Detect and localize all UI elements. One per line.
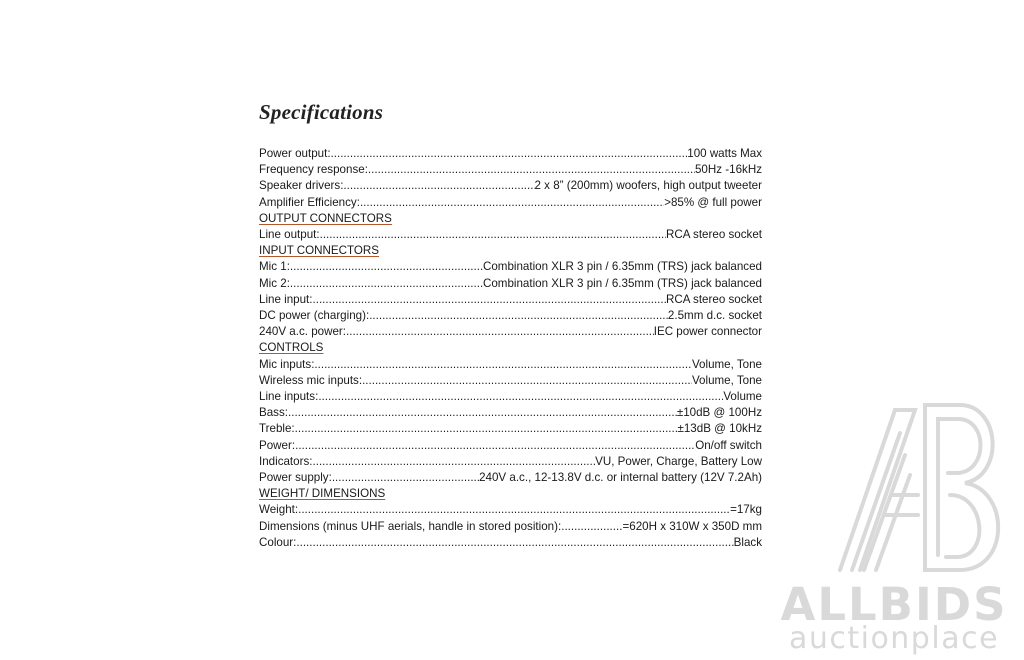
spec-label: Power: — [259, 438, 296, 452]
spec-value: =17kg — [730, 503, 762, 517]
spec-value: RCA stereo socket — [665, 228, 762, 242]
spec-row — [259, 195, 762, 211]
dot-leader — [295, 421, 678, 437]
spec-label: Speaker drivers: — [259, 179, 344, 193]
spec-value: ±10dB @ 100Hz — [676, 406, 762, 420]
dot-leader — [290, 276, 483, 292]
spec-label: Dimensions (minus UHF aerials, handle in stored position): — [259, 519, 562, 533]
dot-leader — [318, 389, 723, 405]
spec-value: ±13dB @ 10kHz — [677, 422, 762, 436]
spec-row — [259, 276, 762, 292]
dot-leader — [343, 178, 534, 194]
spec-label: Indicators: — [259, 454, 313, 468]
section-heading: CONTROLS — [259, 341, 324, 355]
spec-label: Weight: — [259, 503, 299, 517]
spec-row — [259, 308, 762, 324]
watermark-brand: ALLBIDS — [780, 578, 1008, 631]
spec-row — [259, 373, 762, 389]
spec-label: Line output: — [259, 228, 320, 242]
spec-row — [259, 502, 762, 518]
spec-label: Bass: — [259, 406, 288, 420]
spec-label: Frequency response: — [259, 163, 368, 177]
spec-label: DC power (charging): — [259, 309, 370, 323]
dot-leader — [360, 195, 664, 211]
dot-leader — [313, 454, 596, 470]
spec-value: IEC power connector — [653, 325, 762, 339]
spec-value: =620H x 310W x 350D mm — [622, 519, 762, 533]
spec-label: Power supply: — [259, 471, 332, 485]
spec-value: >85% @ full power — [664, 195, 762, 209]
watermark-tagline: auctionplace — [788, 621, 1000, 656]
dot-leader — [290, 259, 483, 275]
spec-row — [259, 405, 762, 421]
allbids-watermark — [770, 395, 1018, 657]
dot-leader — [314, 357, 692, 373]
spec-row — [259, 389, 762, 405]
spec-label: Mic inputs: — [259, 357, 315, 371]
spec-row — [259, 454, 762, 470]
spec-label: Colour: — [259, 535, 297, 549]
dot-leader — [346, 324, 654, 340]
spec-row — [259, 292, 762, 308]
spec-row — [259, 146, 762, 162]
section-heading: WEIGHT/ DIMENSIONS — [259, 487, 386, 501]
page-title: Specifications — [259, 100, 384, 124]
spec-row — [259, 438, 762, 454]
dot-leader — [362, 373, 692, 389]
spec-row — [259, 259, 762, 275]
spec-value: 2.5mm d.c. socket — [667, 309, 762, 323]
spec-label: Treble: — [259, 422, 295, 436]
spec-value: Volume, Tone — [691, 357, 762, 371]
spec-value: 50Hz -16kHz — [694, 163, 762, 177]
section-heading: INPUT CONNECTORS — [259, 244, 380, 258]
spec-value: 2 x 8” (200mm) woofers, high output tweeter — [534, 179, 762, 193]
spec-value: Black — [733, 535, 762, 549]
spec-value: VU, Power, Charge, Battery Low — [595, 454, 762, 468]
spec-value: RCA stereo socket — [665, 292, 762, 306]
allbids-fingerprint-logo-icon — [800, 395, 1010, 575]
spec-row — [259, 470, 762, 486]
dot-leader — [296, 535, 733, 551]
dot-leader — [295, 438, 695, 454]
spec-row — [259, 535, 762, 551]
spec-value: 100 watts Max — [687, 147, 762, 160]
spec-row — [259, 421, 762, 437]
spec-row — [259, 519, 762, 535]
dot-leader — [368, 162, 695, 178]
spec-row — [259, 227, 762, 243]
spec-value: Combination XLR 3 pin / 6.35mm (TRS) jack balanced — [482, 260, 762, 274]
dot-leader — [298, 502, 730, 518]
spec-label: Line input: — [259, 292, 313, 306]
dot-leader — [313, 292, 666, 308]
spec-label: Power output: — [259, 147, 331, 160]
spec-label: Mic 2: — [259, 276, 290, 290]
spec-row — [259, 178, 762, 194]
spec-list — [259, 146, 762, 551]
dot-leader — [561, 519, 622, 535]
dot-leader — [331, 146, 688, 162]
spec-row — [259, 162, 762, 178]
spec-label: Mic 1: — [259, 260, 290, 274]
spec-value: Volume, Tone — [691, 373, 762, 387]
dot-leader — [369, 308, 668, 324]
spec-value: On/off switch — [695, 438, 762, 452]
dot-leader — [332, 470, 479, 486]
spec-sheet — [259, 100, 762, 551]
spec-value: Combination XLR 3 pin / 6.35mm (TRS) jack balanced — [482, 276, 762, 290]
dot-leader — [288, 405, 677, 421]
spec-label: Line inputs: — [259, 390, 319, 404]
section-heading: OUTPUT CONNECTORS — [259, 211, 392, 225]
spec-row — [259, 324, 762, 340]
spec-value: Volume — [723, 390, 762, 404]
spec-row — [259, 357, 762, 373]
dot-leader — [320, 227, 666, 243]
spec-label: 240V a.c. power: — [259, 325, 347, 339]
spec-label: Amplifier Efficiency: — [259, 195, 360, 209]
spec-label: Wireless mic inputs: — [259, 373, 363, 387]
spec-value: 240V a.c., 12-13.8V d.c. or internal battery (12V 7.2Ah) — [479, 471, 762, 485]
